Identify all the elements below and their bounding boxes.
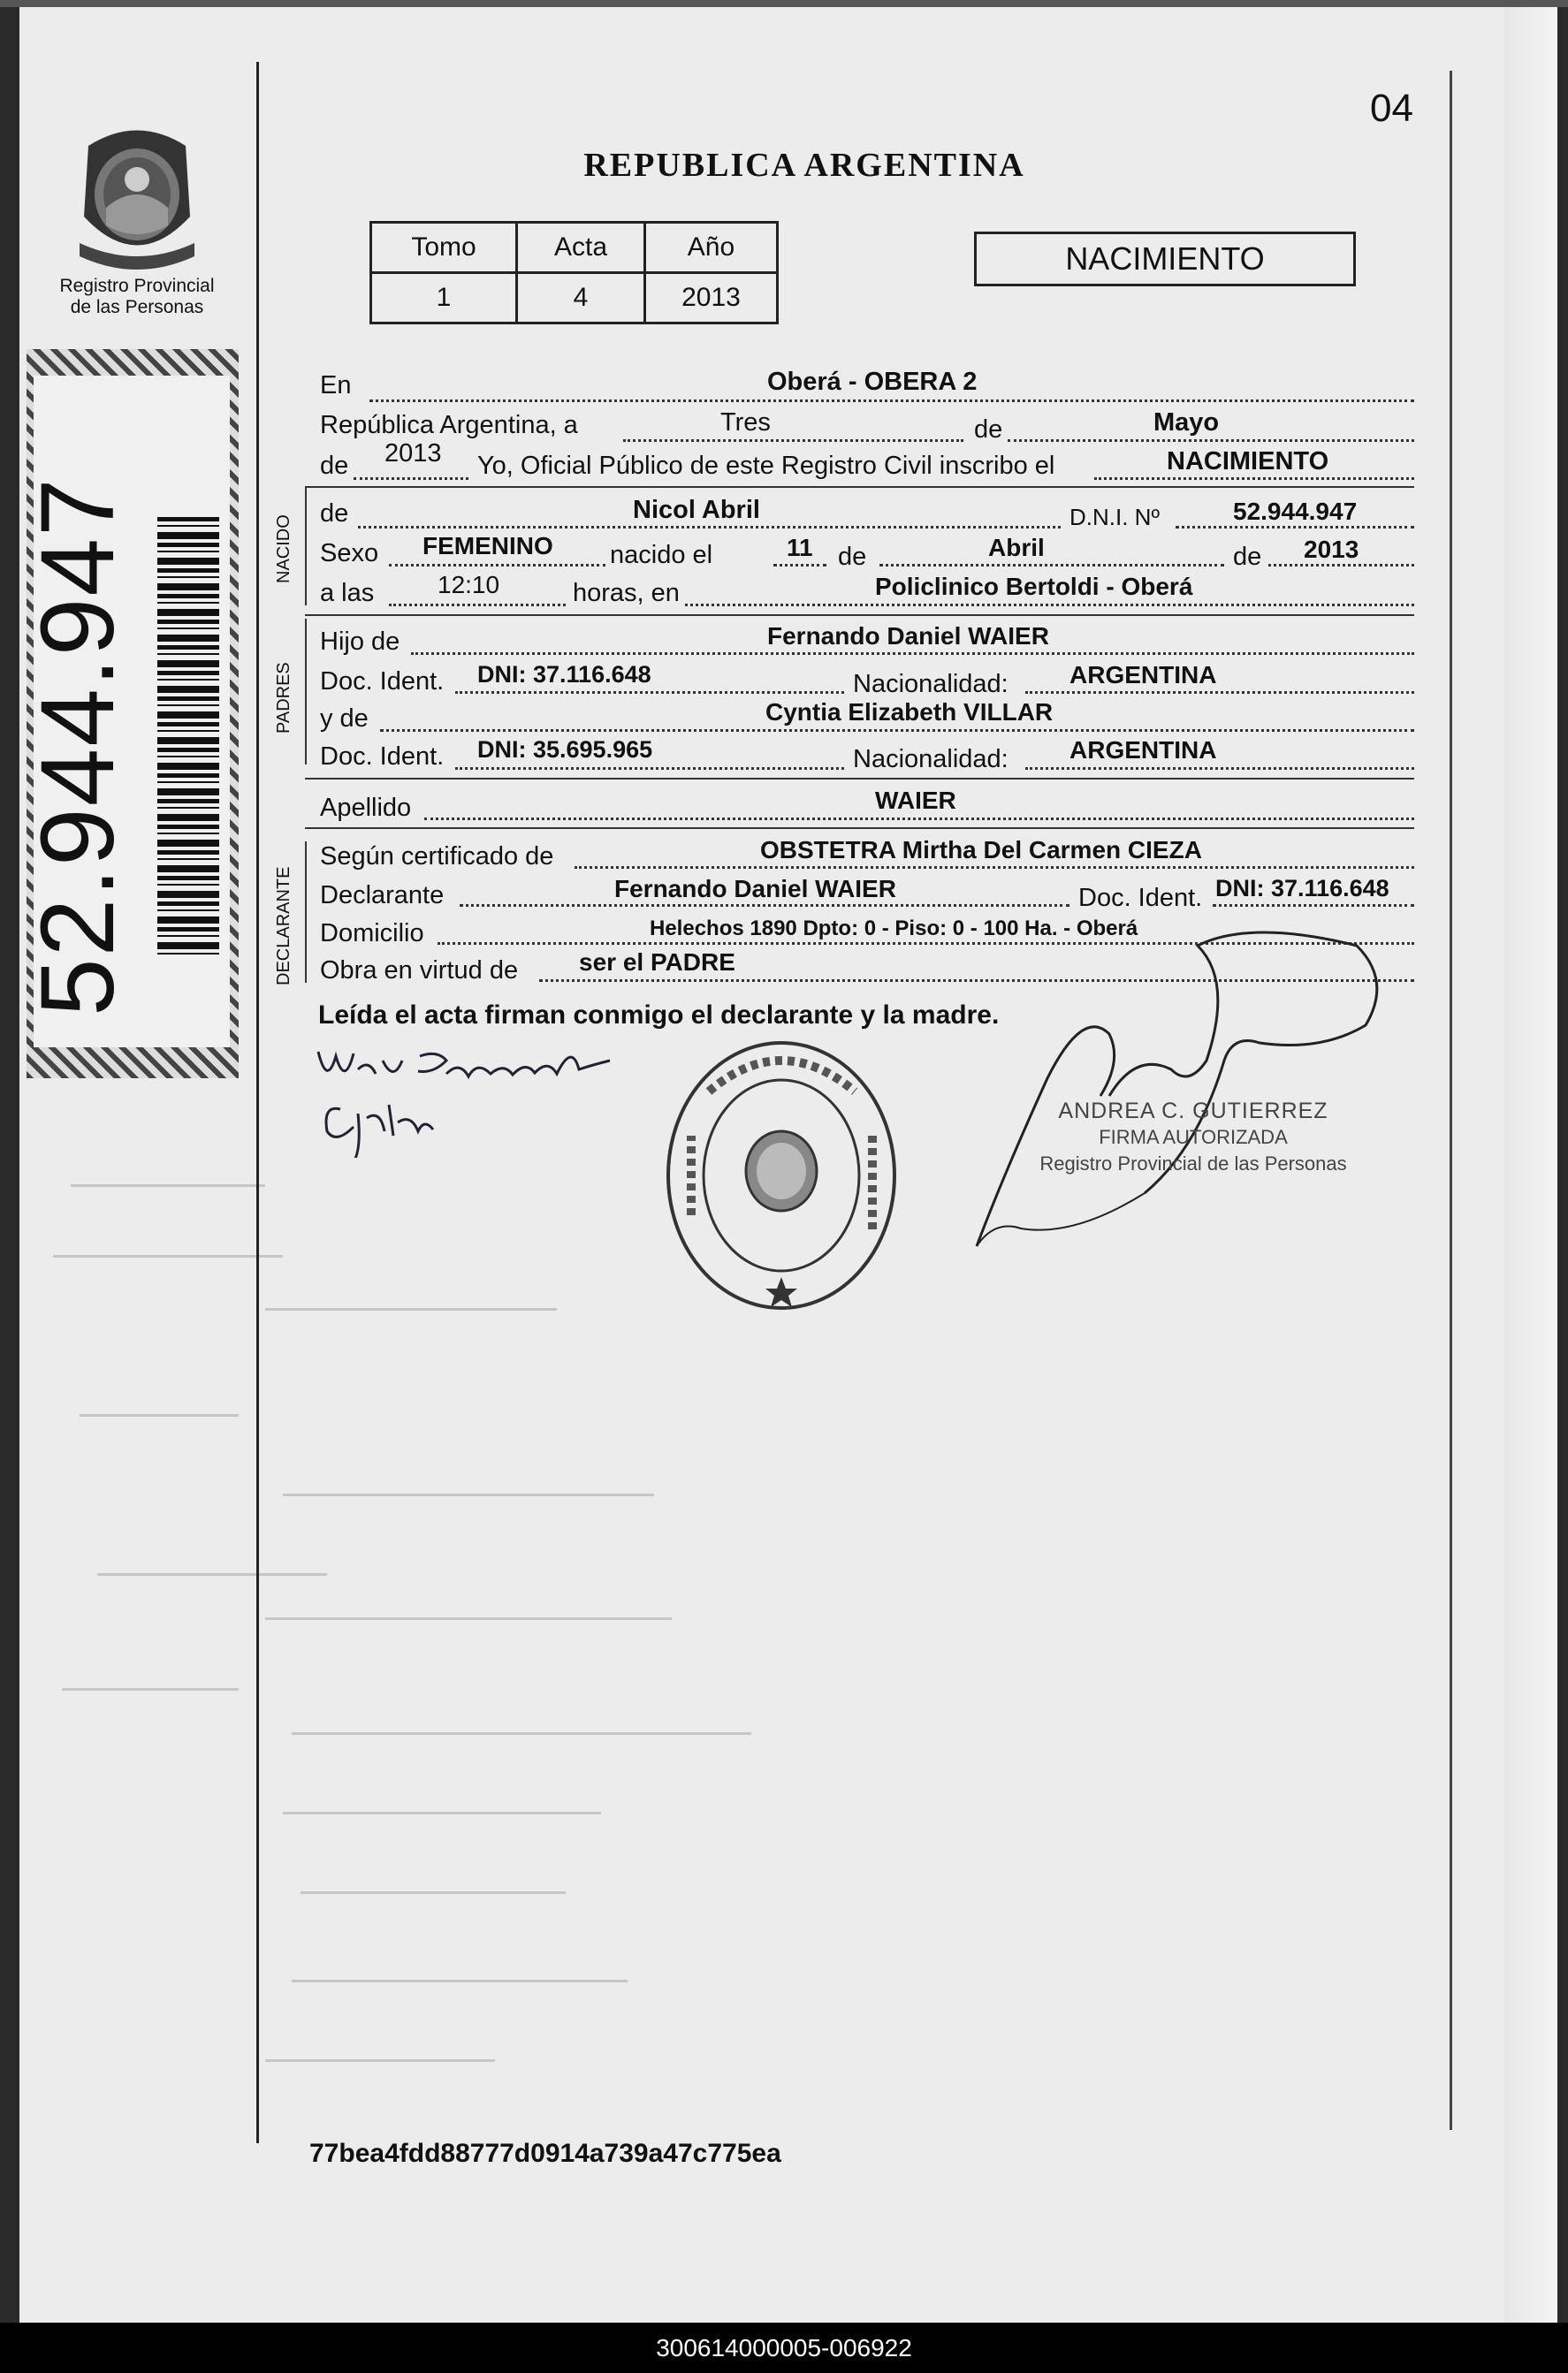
madre-doc-value: DNI: 35.695.965	[477, 736, 653, 763]
nac-dia-value: 11	[787, 534, 813, 561]
obra-value: ser el PADRE	[579, 948, 735, 976]
section-label-nacido: NACIDO	[274, 514, 293, 583]
section-divider	[305, 778, 1414, 780]
fill-line	[455, 767, 844, 770]
apellido-value: WAIER	[875, 787, 956, 814]
doc-ident2-label: Doc. Ident.	[320, 742, 445, 771]
fill-line	[1094, 477, 1414, 480]
fill-line	[369, 399, 1414, 402]
de5-label: de	[1233, 543, 1262, 571]
authority-office: Registro Provincial de las Personas	[1039, 1152, 1347, 1175]
nac-anio-value: 2013	[1304, 536, 1359, 563]
certificado-label: Según certificado de	[320, 842, 554, 871]
paper-edge-shade	[1504, 7, 1557, 2323]
a-las-label: a las	[320, 579, 375, 607]
fill-line	[389, 604, 566, 606]
fill-line	[1008, 439, 1414, 442]
de4-label: de	[838, 543, 867, 571]
fill-line	[1025, 767, 1414, 770]
declarante-value: Fernando Daniel WAIER	[614, 875, 896, 902]
left-margin-rule	[256, 62, 259, 2143]
doc-ident3-label: Doc. Ident.	[1078, 884, 1203, 912]
nac-mes-value: Abril	[988, 534, 1045, 561]
padre-doc-value: DNI: 37.116.648	[477, 661, 651, 688]
scan-top-edge	[0, 0, 1568, 7]
fill-line	[575, 866, 1414, 869]
nacionalidad2-label: Nacionalidad:	[853, 745, 1009, 773]
closing-statement: Leída el acta firman conmigo el declarante y la madre.	[318, 1000, 1000, 1030]
table-cell-anio: 2013	[645, 273, 778, 323]
vertical-dni-number: 52.944.947	[19, 476, 136, 1016]
apellido-label: Apellido	[320, 794, 412, 822]
table-header-anio: Año	[645, 223, 778, 273]
authority-role: FIRMA AUTORIZADA	[1099, 1126, 1288, 1148]
table-header-row	[371, 223, 778, 273]
nacionalidad-label: Nacionalidad:	[853, 670, 1009, 698]
fill-line	[1213, 904, 1414, 907]
record-type-box: NACIMIENTO	[974, 232, 1356, 286]
dni-value: 52.944.947	[1233, 498, 1358, 525]
section-divider	[305, 614, 1414, 616]
lugar-value: Policlinico Bertoldi - Oberá	[875, 573, 1193, 600]
fill-line	[411, 652, 1414, 655]
registry-name-line2: de las Personas	[70, 297, 204, 317]
de-label: de	[974, 415, 1003, 444]
sexo-label: Sexo	[320, 539, 379, 567]
table-cell-acta: 4	[517, 273, 645, 323]
anio-value: 2013	[384, 439, 442, 468]
table-cell-tomo: 1	[371, 273, 517, 323]
nombre-value: Nicol Abril	[633, 496, 760, 524]
section-label-padres: PADRES	[274, 662, 293, 734]
domicilio-value: Helechos 1890 Dpto: 0 - Piso: 0 - 100 Ha. - Oberá	[650, 916, 1138, 940]
padre-value: Fernando Daniel WAIER	[767, 622, 1049, 650]
doc-ident-label: Doc. Ident.	[320, 667, 445, 696]
fill-line	[354, 477, 468, 480]
nacido-el-label: nacido el	[610, 541, 713, 569]
document-hash: 77bea4fdd88777d0914a739a47c775ea	[309, 2139, 781, 2168]
fill-line	[358, 526, 1061, 529]
madre-nac-value: ARGENTINA	[1069, 736, 1217, 764]
oficial-label: Yo, Oficial Público de este Registro Civil inscribo el	[477, 452, 1055, 480]
y-de-label: y de	[320, 704, 369, 733]
fill-line	[380, 729, 1414, 732]
mes-value: Mayo	[1153, 408, 1220, 437]
provincia-de-misiones-seal-icon	[71, 119, 203, 270]
right-margin-rule	[1450, 71, 1452, 2130]
madre-value: Cyntia Elizabeth VILLAR	[765, 698, 1054, 726]
inscribo-value: NACIMIENTO	[1167, 447, 1329, 475]
fill-line	[879, 564, 1224, 567]
page-number: 04	[1370, 87, 1413, 130]
sexo-value: FEMENINO	[422, 532, 553, 559]
hora-value: 12:10	[438, 571, 500, 598]
fill-line	[1025, 691, 1414, 694]
tomo-acta-anio-table	[369, 221, 779, 324]
republica-label: República Argentina, a	[320, 411, 578, 439]
registry-stamp-icon	[665, 1038, 899, 1312]
fill-line	[685, 604, 1414, 606]
table-row	[371, 273, 778, 323]
dia-value: Tres	[720, 408, 771, 437]
en-label: En	[320, 371, 352, 399]
certificado-value: OBSTETRA Mirtha Del Carmen CIEZA	[760, 836, 1202, 863]
id-barcode-inner	[19, 376, 230, 1047]
padre-nac-value: ARGENTINA	[1069, 661, 1217, 688]
table-header-acta: Acta	[517, 223, 645, 273]
barcode-icon	[157, 517, 219, 955]
handwritten-signatures	[314, 1034, 632, 1158]
horas-en-label: horas, en	[573, 579, 680, 607]
document-title: REPUBLICA ARGENTINA	[583, 147, 1025, 184]
fill-line	[455, 691, 844, 694]
fill-line	[1268, 564, 1414, 567]
hijo-de-label: Hijo de	[320, 627, 400, 656]
section-label-declarante: DECLARANTE	[274, 866, 293, 985]
padres-section-bar	[305, 619, 307, 764]
section-divider	[305, 827, 1414, 829]
id-barcode-strip	[19, 349, 239, 1078]
domicilio-label: Domicilio	[320, 919, 424, 947]
declarante-doc-value: DNI: 37.116.648	[1215, 875, 1389, 901]
fill-line	[1176, 526, 1414, 529]
declarante-label: Declarante	[320, 881, 445, 909]
dni-label: D.N.I. Nº	[1069, 504, 1160, 530]
en-value: Oberá - OBERA 2	[767, 368, 978, 396]
authority-signature	[968, 928, 1392, 1255]
obra-label: Obra en virtud de	[320, 956, 519, 985]
table-header-tomo: Tomo	[371, 223, 517, 273]
fill-line	[460, 904, 1069, 907]
de2-label: de	[320, 452, 349, 480]
fill-line	[773, 564, 826, 567]
fill-line	[424, 818, 1414, 820]
authority-name: ANDREA C. GUTIERREZ	[1058, 1099, 1328, 1123]
scan-id-footer: 300614000005-006922	[0, 2323, 1568, 2373]
registry-name	[35, 276, 239, 318]
fill-line	[389, 564, 605, 567]
nacido-section-bar	[305, 488, 307, 605]
fill-line	[623, 439, 963, 442]
declarante-section-bar	[305, 841, 307, 983]
registry-name-line1: Registro Provincial	[59, 276, 215, 296]
authority-block	[1034, 1098, 1352, 1177]
de3-label: de	[320, 499, 349, 528]
section-divider	[305, 486, 1414, 488]
